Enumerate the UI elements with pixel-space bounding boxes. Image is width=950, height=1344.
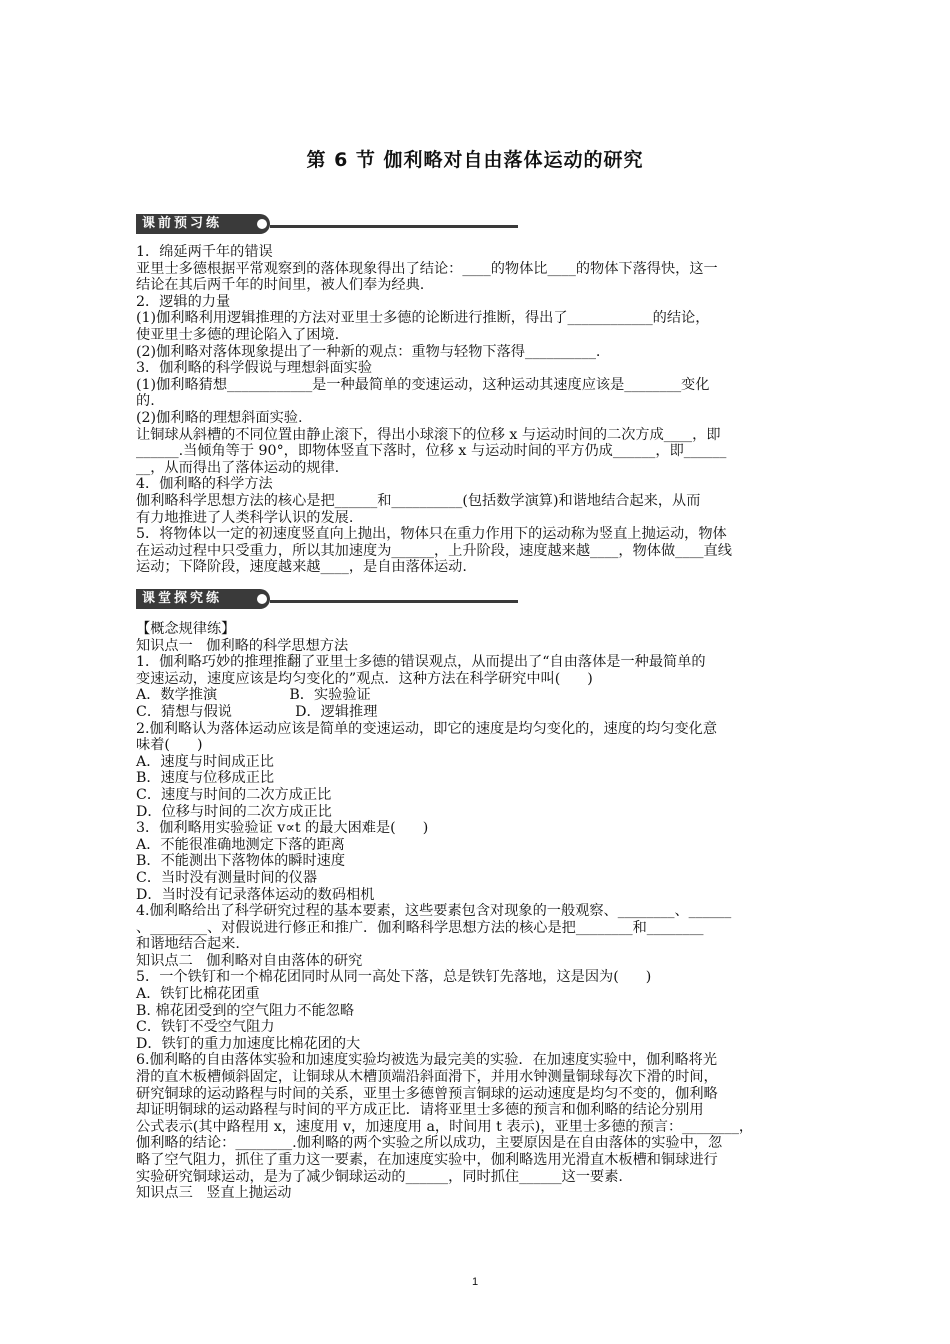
text-line: 5．将物体以一定的初速度竖直向上抛出，物体只在重力作用下的运动称为竖直上抛运动，物体 xyxy=(136,526,727,543)
text-line: D．铁钉的重力加速度比棉花团的大 xyxy=(136,1035,361,1052)
section-rule xyxy=(270,225,518,228)
text-line: 运动；下降阶段，速度越来越____，是自由落体运动. xyxy=(136,559,467,576)
text-line: B．速度与位移成正比 xyxy=(136,770,275,787)
text-line: 1．绵延两千年的错误 xyxy=(136,244,273,260)
text-line: 知识点三 竖直上抛运动 xyxy=(136,1185,292,1202)
text-line: B. 棉花团受到的空气阻力不能忽略 xyxy=(136,1002,355,1019)
text-line: 和谐地结合起来. xyxy=(136,936,240,953)
text-line: (1)伽利略猜想____________是一种最简单的变速运动，这种运动其速度应该是________变化 xyxy=(136,376,710,393)
section-rule xyxy=(270,600,518,603)
text-line: __，从而得出了落体运动的规律. xyxy=(136,459,340,476)
section-badge-classroom: 课堂探究练 xyxy=(136,589,270,609)
text-line: C．猜想与假说 D．逻辑推理 xyxy=(136,703,378,720)
text-line: 5．一个铁钉和一个棉花团同时从同一高处下落，总是铁钉先落地，这是因为( ) xyxy=(136,969,652,986)
text-line: 味着( ) xyxy=(136,737,203,754)
section-header-classroom xyxy=(136,589,518,609)
text-line: 2．逻辑的力量 xyxy=(136,293,231,310)
text-line: 公式表示(其中路程用 x，速度用 v，加速度用 a，时间用 t 表示)，亚里士多德的预言：________， xyxy=(136,1118,754,1135)
section-preview-content xyxy=(136,244,818,576)
bullet-dot-icon xyxy=(257,219,267,229)
text-line: 研究铜球的运动路程与时间的关系，亚里士多德曾预言铜球的运动速度是均匀不变的，伽利略 xyxy=(136,1085,718,1102)
text-line: 使亚里士多德的理论陷入了困境. xyxy=(136,326,340,343)
text-line: A．数学推演 B．实验验证 xyxy=(136,687,371,704)
text-line: 知识点一 伽利略的科学思想方法 xyxy=(136,637,349,654)
text-line: C．当时没有测量时间的仪器 xyxy=(136,869,318,886)
text-line: 6.伽利略的自由落体实验和加速度实验均被选为最完美的实验．在加速度实验中，伽利略将光 xyxy=(136,1052,718,1069)
text-line: 知识点二 伽利略对自由落体的研究 xyxy=(136,952,363,969)
text-line: 3．伽利略用实验验证 v∝t 的最大困难是( ) xyxy=(136,820,429,837)
text-line: (2)伽利略的理想斜面实验. xyxy=(136,409,303,426)
text-line: 4.伽利略给出了科学研究过程的基本要素，这些要素包含对现象的一般观察、________、______ xyxy=(136,903,732,920)
text-line: D．当时没有记录落体运动的数码相机 xyxy=(136,886,375,903)
text-line: 变速运动，速度应该是均匀变化的”观点．这种方法在科学研究中叫( ) xyxy=(136,670,593,687)
text-line: ______.当倾角等于 90°，即物体竖直下落时，位移 x 与运动时间的平方仍成______，即______ xyxy=(136,443,727,460)
text-line: (1)伽利略利用逻辑推理的方法对亚里士多德的论断进行推断，得出了____________的结论， xyxy=(136,310,710,327)
text-line: 1．伽利略巧妙的推理推翻了亚里士多德的错误观点，从而提出了“自由落体是一种最简单的 xyxy=(136,654,706,671)
page-number: 1 xyxy=(471,1276,479,1288)
text-line: 有力地推进了人类科学认识的发展. xyxy=(136,509,354,526)
text-line: A．铁钉比棉花团重 xyxy=(136,986,260,1003)
text-line: 结论在其后两千年的时间里，被人们奉为经典. xyxy=(136,277,425,294)
section-header-preview xyxy=(136,214,518,234)
text-line: 伽利略的结论：________.伽利略的两个实验之所以成功，主要原因是在自由落体的实验中，忽 xyxy=(136,1135,723,1152)
text-line: 4．伽利略的科学方法 xyxy=(136,476,273,493)
text-line: 伽利略科学思想方法的核心是把______和__________(包括数学演算)和谐地结合起来，从而 xyxy=(136,492,701,509)
text-line: 在运动过程中只受重力，所以其加速度为______，上升阶段，速度越来越____，物体做____直线 xyxy=(136,542,732,559)
text-line: A．不能很准确地测定下落的距离 xyxy=(136,836,345,853)
text-line: 亚里士多德根据平常观察到的落体现象得出了结论：____的物体比____的物体下落得快，这一 xyxy=(136,260,718,277)
page-title: 第 6 节 伽利略对自由落体运动的研究 xyxy=(306,149,644,171)
section-classroom-content xyxy=(136,621,818,1202)
text-line: 3．伽利略的科学假说与理想斜面实验 xyxy=(136,360,373,377)
text-line: 让铜球从斜槽的不同位置由静止滚下，得出小球滚下的位移 x 与运动时间的二次方成____，即 xyxy=(136,426,721,443)
text-line: (2)伽利略对落体现象提出了一种新的观点：重物与轻物下落得__________. xyxy=(136,343,601,360)
text-line: 滑的直木板槽倾斜固定，让铜球从木槽顶端沿斜面滑下，并用水钟测量铜球每次下滑的时间， xyxy=(136,1069,718,1086)
text-line: 却证明铜球的运动路程与时间的平方成正比．请将亚里士多德的预言和伽利略的结论分别用 xyxy=(136,1102,704,1119)
text-line: C．铁钉不受空气阻力 xyxy=(136,1019,275,1036)
text-line: 2.伽利略认为落体运动应该是简单的变速运动，即它的速度是均匀变化的，速度的均匀变化意 xyxy=(136,720,718,737)
section-badge-preview: 课前预习练 xyxy=(136,214,270,234)
text-line: A．速度与时间成正比 xyxy=(136,753,274,770)
text-line: C．速度与时间的二次方成正比 xyxy=(136,786,332,803)
text-line: 实验研究铜球运动，是为了减少铜球运动的______，同时抓住______这一要素. xyxy=(136,1168,623,1185)
text-line: 的. xyxy=(136,393,155,410)
text-line: 、________、对假说进行修正和推广．伽利略科学思想方法的核心是把________和________ xyxy=(136,919,704,936)
bullet-dot-icon xyxy=(257,594,267,604)
text-line: 略了空气阻力，抓住了重力这一要素，在加速度实验中，伽利略选用光滑直木板槽和铜球进行 xyxy=(136,1152,718,1168)
text-line: 【概念规律练】 xyxy=(136,621,236,637)
text-line: D．位移与时间的二次方成正比 xyxy=(136,803,332,820)
text-line: B．不能测出下落物体的瞬时速度 xyxy=(136,853,346,870)
